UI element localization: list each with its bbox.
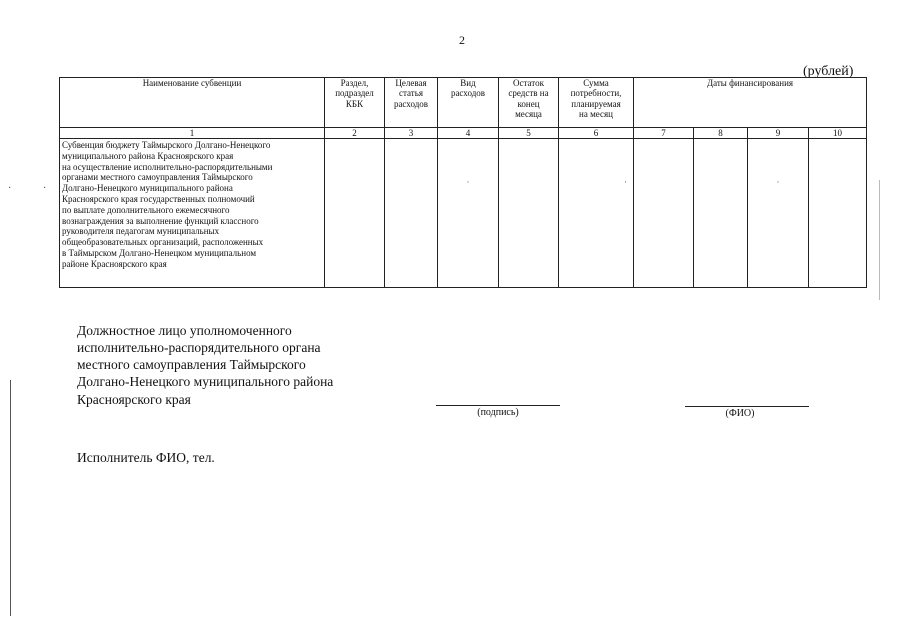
column-number: 5 [499,128,559,139]
column-number: 9 [748,128,809,139]
date-cell[interactable] [809,139,867,288]
column-number: 7 [634,128,694,139]
header-need-sum: Сумма потребности, планируемая на месяц [559,78,634,128]
header-target-article: Целевая статья расходов [385,78,438,128]
name-line[interactable] [685,406,809,407]
signature-line[interactable] [436,405,560,406]
table-row [60,139,867,288]
units-label: (рублей) [803,64,854,79]
signature-caption: (подпись) [477,407,519,418]
official-title: Должностное лицо уполномоченного исполнительно-распорядительного органа местного самоуправления Таймырского Долгано-Ненецкого муниципального района Красноярского края [77,323,334,407]
name-caption: (ФИО) [725,408,755,419]
column-number: 8 [694,128,748,139]
header-section: Раздел, подраздел КБК [325,78,385,128]
column-number-row [60,128,867,139]
margin-scan-mark [10,380,11,616]
date-cell[interactable] [634,139,694,288]
page-number: 2 [459,33,465,47]
target-article-cell[interactable] [385,139,438,288]
header-expense-type: Вид расходов [438,78,499,128]
column-number: 4 [438,128,499,139]
header-balance: Остаток средств на конец месяца [499,78,559,128]
column-number: 10 [809,128,867,139]
margin-scan-mark [879,180,880,300]
table-header-row [60,78,867,128]
need-sum-cell[interactable]: · [559,139,634,288]
scan-speck: · [8,183,12,194]
column-number: 3 [385,128,438,139]
header-financing-dates: Даты финансирования [634,78,867,128]
section-cell[interactable] [325,139,385,288]
scan-speck: · [43,183,47,194]
executor-line: Исполнитель ФИО, тел. [77,450,215,465]
expense-type-cell[interactable]: · [438,139,499,288]
column-number: 2 [325,128,385,139]
subsidy-table [59,77,867,288]
date-cell[interactable]: · [748,139,809,288]
column-number: 6 [559,128,634,139]
balance-cell[interactable] [499,139,559,288]
subsidy-name-cell: Субвенция бюджету Таймырского Долгано-Ненецкого муниципального района Красноярского края на осуществление исполнительно-распорядительными органами местного самоуправления Таймырского Долгано-Ненецкого муниципального района Красноярского края государственных полномочий по выплате дополнительного ежемесячного вознаграждения за выполнение функций классного руководителя педагогам муниципальных общеобразовательных организаций, расположенных в Таймырском Долгано-Ненецком муниципальном районе Красноярского края [60,139,325,288]
header-name: Наименование субвенции [60,78,325,128]
date-cell[interactable] [694,139,748,288]
column-number: 1 [60,128,325,139]
